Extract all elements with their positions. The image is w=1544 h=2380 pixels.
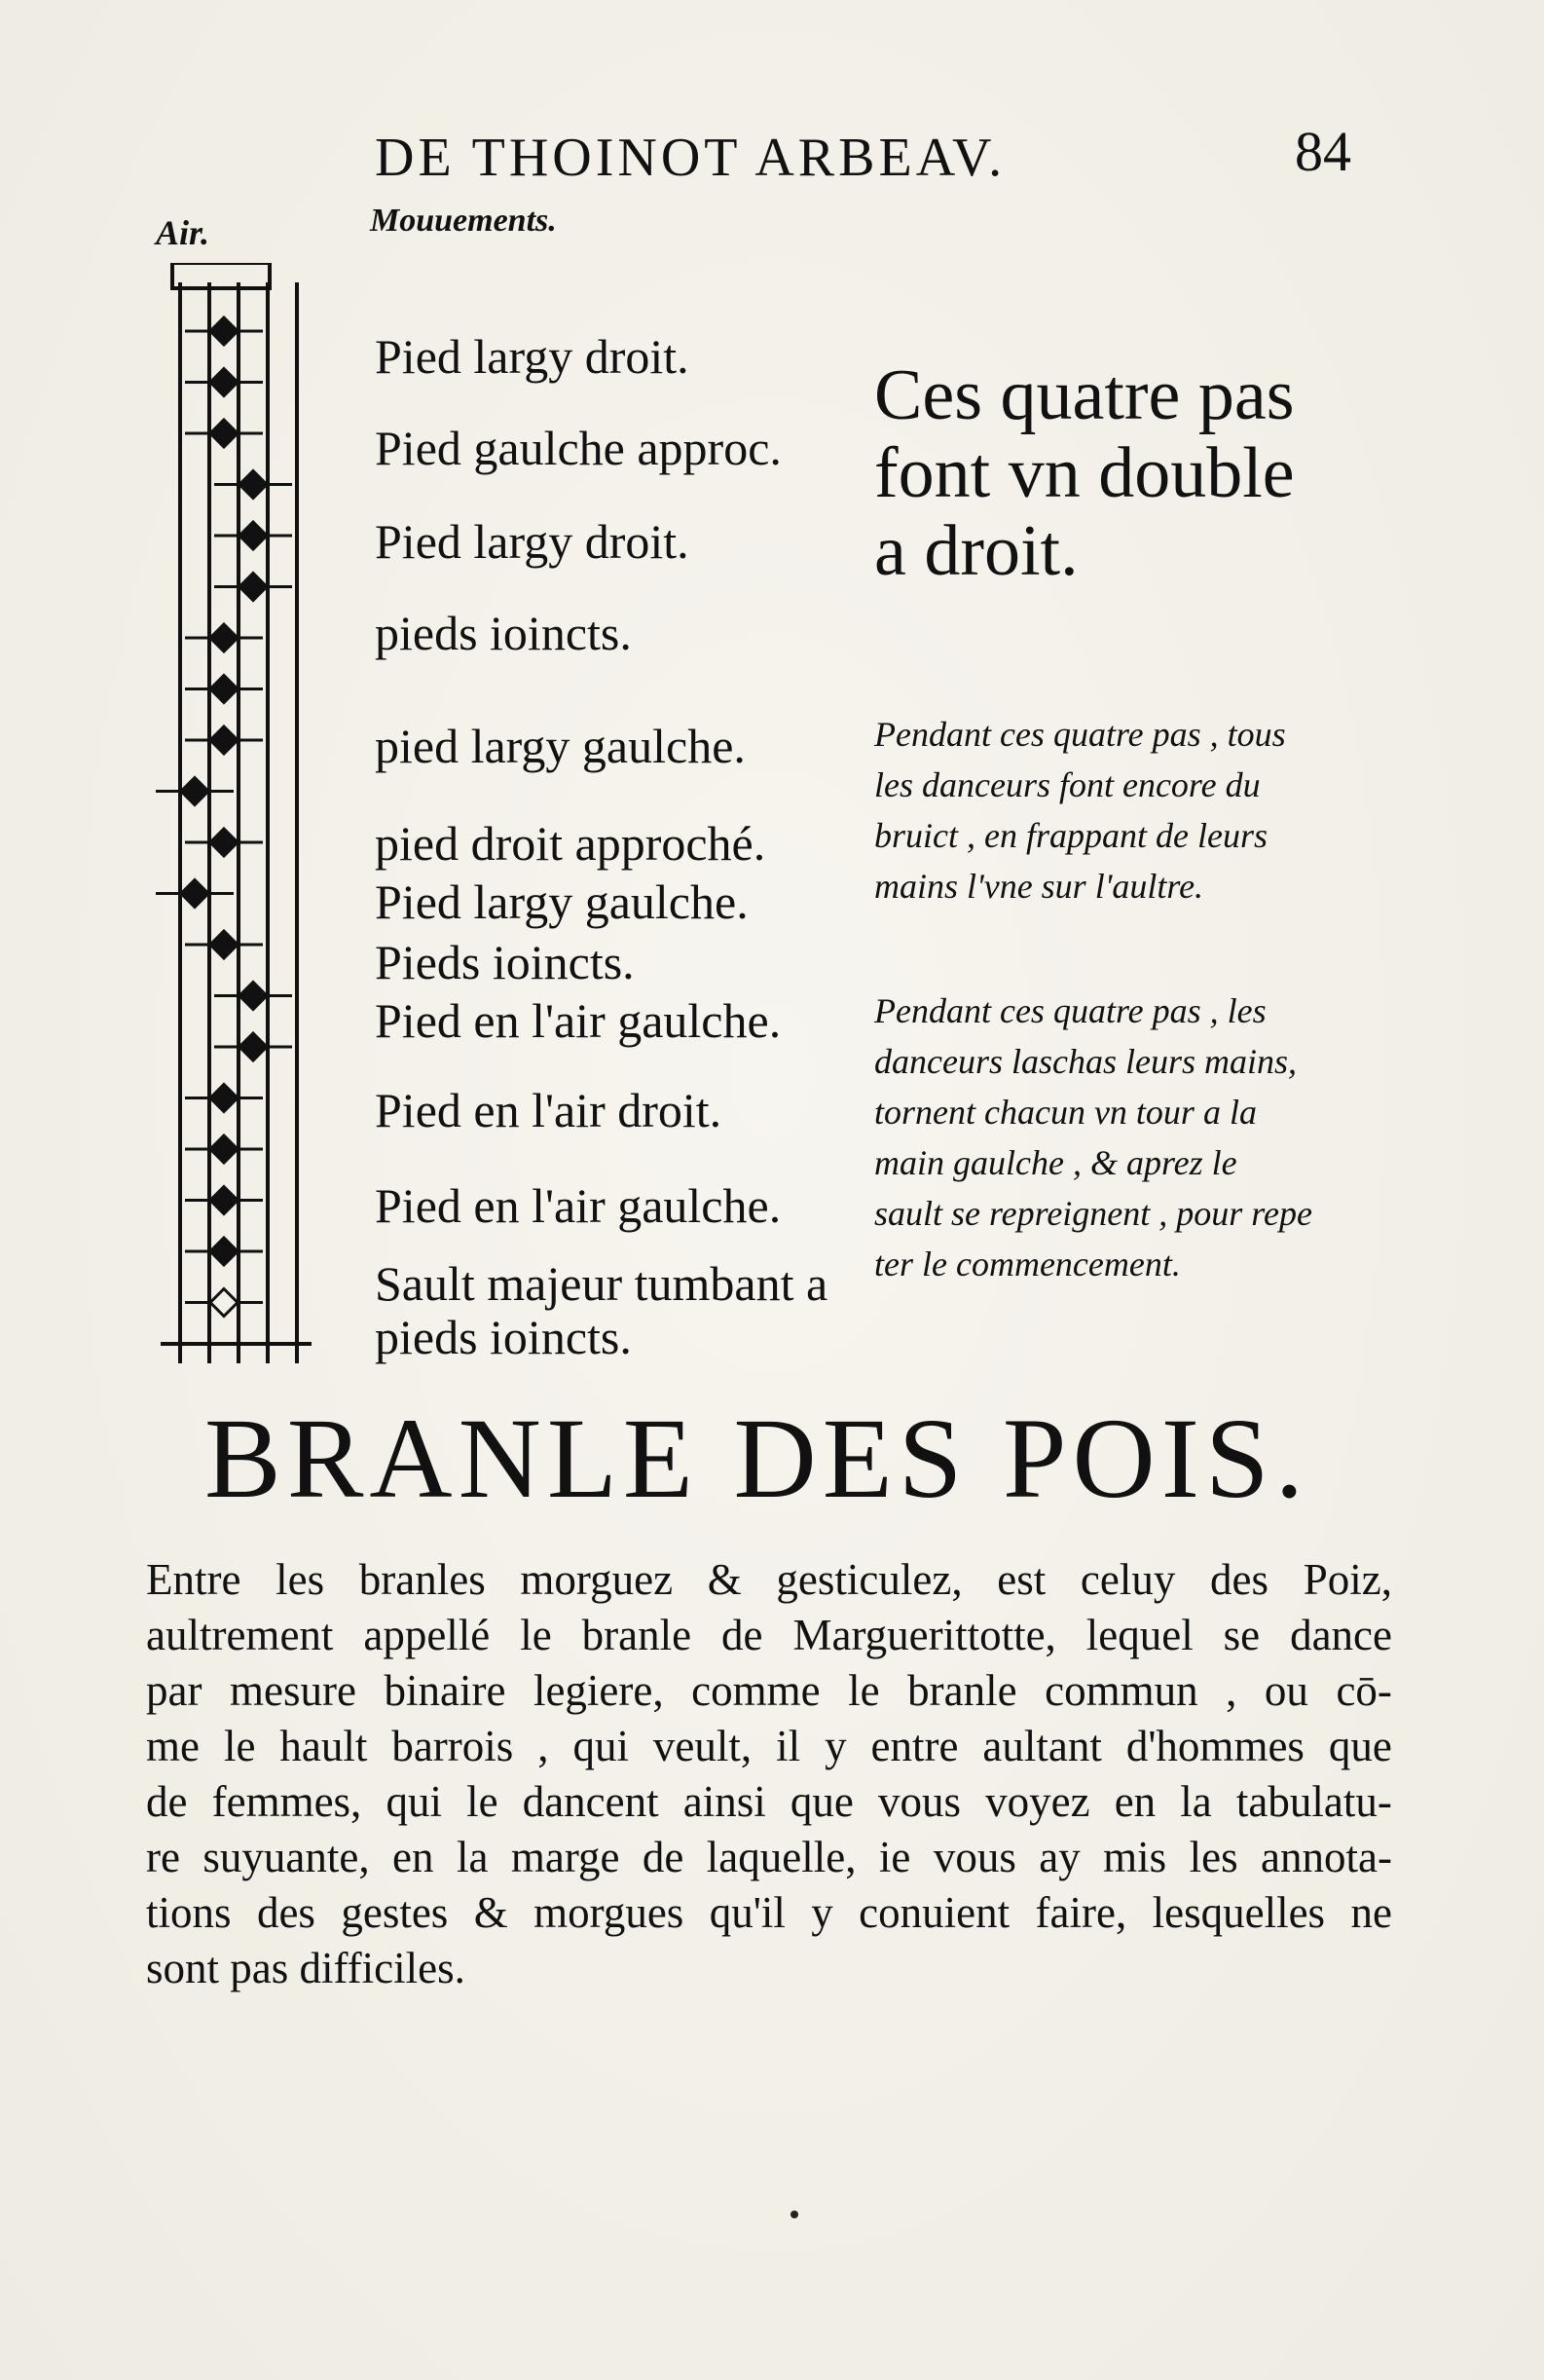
body-word: comme — [691, 1666, 821, 1715]
body-word: en — [1114, 1777, 1157, 1826]
bruict-note-line: Pendant ces quatre pas , tous — [874, 715, 1286, 754]
body-word: y — [811, 1888, 833, 1937]
staff-note — [210, 1238, 238, 1265]
body-line — [146, 1663, 1392, 1719]
body-word: le — [848, 1666, 880, 1715]
body-word: ay — [1039, 1833, 1081, 1881]
body-word: hault — [279, 1722, 368, 1770]
staff-note — [239, 522, 267, 549]
body-word: gestes — [341, 1888, 449, 1937]
body-word: mis — [1103, 1833, 1167, 1881]
body-word: cō- — [1336, 1666, 1392, 1715]
body-word: aultrement — [146, 1611, 334, 1659]
body-word: dancent — [522, 1777, 659, 1826]
body-word: branle — [581, 1611, 692, 1659]
staff-note — [210, 420, 238, 447]
body-word: , — [537, 1722, 549, 1770]
body-word: branles — [358, 1555, 486, 1604]
body-word: laquelle, — [706, 1833, 857, 1881]
staff-note — [210, 829, 238, 856]
body-line — [146, 1552, 1392, 1608]
movement-line: Pied en l'air droit. — [375, 1083, 722, 1137]
mains-note-line: main gaulche , & aprez le — [874, 1143, 1237, 1182]
body-word: lesquelles — [1152, 1888, 1326, 1937]
body-word: , — [1226, 1666, 1237, 1715]
body-word: binaire — [384, 1666, 506, 1715]
body-word: appellé — [363, 1611, 491, 1659]
movement-line: pied droit approché. — [375, 816, 766, 871]
body-word: le — [520, 1611, 552, 1659]
movement-line: Pied en l'air gaulche. — [375, 993, 782, 1048]
body-word: re — [146, 1833, 180, 1881]
body-word: est — [997, 1555, 1047, 1604]
double-note — [874, 356, 1380, 590]
body-word: legiere, — [533, 1666, 664, 1715]
body-word: gesticulez, — [776, 1555, 963, 1604]
body-word: d'hommes — [1125, 1722, 1305, 1770]
body-word: & — [473, 1888, 508, 1937]
movement-line: Pied largy droit. — [375, 514, 689, 569]
body-word: marge — [510, 1833, 620, 1881]
movement-line: Sault majeur tumbant a — [375, 1256, 828, 1311]
movement-line: Pied gaulche approc. — [375, 421, 782, 475]
body-word: les — [276, 1555, 325, 1604]
page-number: 84 — [1295, 120, 1351, 183]
air-column-label: Air. — [156, 213, 210, 252]
staff-note — [210, 1187, 238, 1214]
bruict-note-line: mains l'vne sur l'aultre. — [874, 867, 1204, 906]
body-word: voyez — [985, 1777, 1090, 1826]
double-note-line: font vn double — [874, 433, 1295, 513]
body-word: vous — [933, 1833, 1016, 1881]
bruict-note — [874, 709, 1380, 911]
staff-note — [210, 1289, 238, 1317]
body-word: y — [825, 1722, 847, 1770]
body-word: le — [223, 1722, 256, 1770]
body-word: qui — [572, 1722, 629, 1770]
body-word: les — [1189, 1833, 1238, 1881]
body-word: qu'il — [709, 1888, 786, 1937]
body-word: en — [392, 1833, 434, 1881]
mains-note-line: ter le commencement. — [874, 1245, 1181, 1283]
bruict-note-line: les danceurs font encore du — [874, 765, 1261, 804]
body-word: Entre — [146, 1555, 241, 1604]
body-line — [146, 1830, 1392, 1885]
body-word: que — [1328, 1722, 1392, 1770]
body-word: ou — [1264, 1666, 1308, 1715]
movement-line: Pied largy droit. — [375, 329, 689, 384]
staff-note — [210, 624, 238, 651]
movement-line: Pied en l'air gaulche. — [375, 1178, 782, 1233]
staff-note — [210, 1135, 238, 1163]
body-word: ne — [1350, 1888, 1392, 1937]
staff-note — [181, 880, 208, 908]
body-word: me — [146, 1722, 200, 1770]
body-word: faire, — [1035, 1888, 1127, 1937]
body-word: celuy — [1080, 1555, 1176, 1604]
body-word: Marguerittotte, — [792, 1611, 1056, 1659]
body-word: femmes, — [211, 1777, 362, 1826]
staff-note — [239, 471, 267, 499]
body-word: tions — [146, 1888, 232, 1937]
body-word: la — [456, 1833, 489, 1881]
staff-note — [210, 931, 238, 958]
running-head: DE THOINOT ARBEAV. — [375, 128, 1007, 188]
body-word: mesure — [230, 1666, 356, 1715]
body-word: de — [642, 1833, 684, 1881]
mains-note-line: Pendant ces quatre pas , les — [874, 991, 1267, 1030]
mains-note-line: tornent chacun vn tour a la — [874, 1093, 1257, 1132]
section-title: BRANLE DES POIS. — [204, 1395, 1310, 1522]
body-word: entre — [870, 1722, 959, 1770]
body-line — [146, 1774, 1392, 1830]
body-word: suyuante, — [202, 1833, 370, 1881]
mains-note-line: sault se repreignent , pour repe — [874, 1194, 1312, 1233]
body-word: morgues — [533, 1888, 684, 1937]
body-word: veult, — [652, 1722, 753, 1770]
body-word: se — [1223, 1611, 1261, 1659]
body-paragraph — [146, 1552, 1392, 1996]
body-word: lequel — [1085, 1611, 1194, 1659]
body-word: ie — [878, 1833, 911, 1881]
body-word: que — [790, 1777, 854, 1826]
staff-note — [210, 317, 238, 345]
double-note-line: Ces quatre pas — [874, 355, 1295, 435]
staff-note — [181, 778, 208, 805]
body-word: & — [707, 1555, 742, 1604]
body-word: des — [256, 1888, 315, 1937]
movement-line: Pied largy gaulche. — [375, 874, 749, 929]
staff-note — [210, 726, 238, 754]
body-line — [146, 1608, 1392, 1663]
staff-note — [239, 1033, 267, 1060]
body-word: Poiz, — [1303, 1555, 1392, 1604]
body-line — [146, 1885, 1392, 1941]
movement-line: pied largy gaulche. — [375, 719, 746, 773]
double-note-line: a droit. — [874, 511, 1079, 591]
movement-line: pieds ioincts. — [375, 1310, 632, 1364]
staff-clef — [172, 263, 270, 288]
mouvements-column-label: Mouuements. — [370, 203, 557, 239]
body-word: vous — [877, 1777, 961, 1826]
body-word: morguez — [520, 1555, 674, 1604]
movement-line: pieds ioincts. — [375, 606, 632, 660]
bruict-note-line: bruict , en frappant de leurs — [874, 816, 1268, 855]
body-word: par — [146, 1666, 202, 1715]
body-word: annota- — [1261, 1833, 1392, 1881]
staff-note — [239, 574, 267, 601]
music-staff — [151, 263, 316, 1393]
mains-note — [874, 985, 1380, 1289]
body-word: conuient — [859, 1888, 1011, 1937]
staff-note — [239, 983, 267, 1010]
staff-note — [210, 676, 238, 703]
body-word: tabulatu- — [1235, 1777, 1392, 1826]
body-word: il — [776, 1722, 801, 1770]
body-word: le — [466, 1777, 498, 1826]
body-line: sont pas difficiles. — [146, 1944, 465, 1992]
body-word: barrois — [391, 1722, 514, 1770]
body-word: dance — [1290, 1611, 1392, 1659]
body-word: branle — [907, 1666, 1017, 1715]
body-word: de — [721, 1611, 763, 1659]
body-line — [146, 1719, 1392, 1774]
mains-note-line: danceurs laschas leurs mains, — [874, 1042, 1297, 1081]
staff-note — [210, 369, 238, 396]
body-word: aultant — [982, 1722, 1102, 1770]
body-word: de — [146, 1777, 188, 1826]
movement-line: Pieds ioincts. — [375, 935, 635, 989]
body-word: commun — [1045, 1666, 1198, 1715]
staff-note — [210, 1085, 238, 1112]
body-word: la — [1180, 1777, 1212, 1826]
body-word: des — [1210, 1555, 1269, 1604]
ink-speck — [790, 2211, 798, 2218]
body-word: qui — [386, 1777, 442, 1826]
body-word: ainsi — [682, 1777, 766, 1826]
